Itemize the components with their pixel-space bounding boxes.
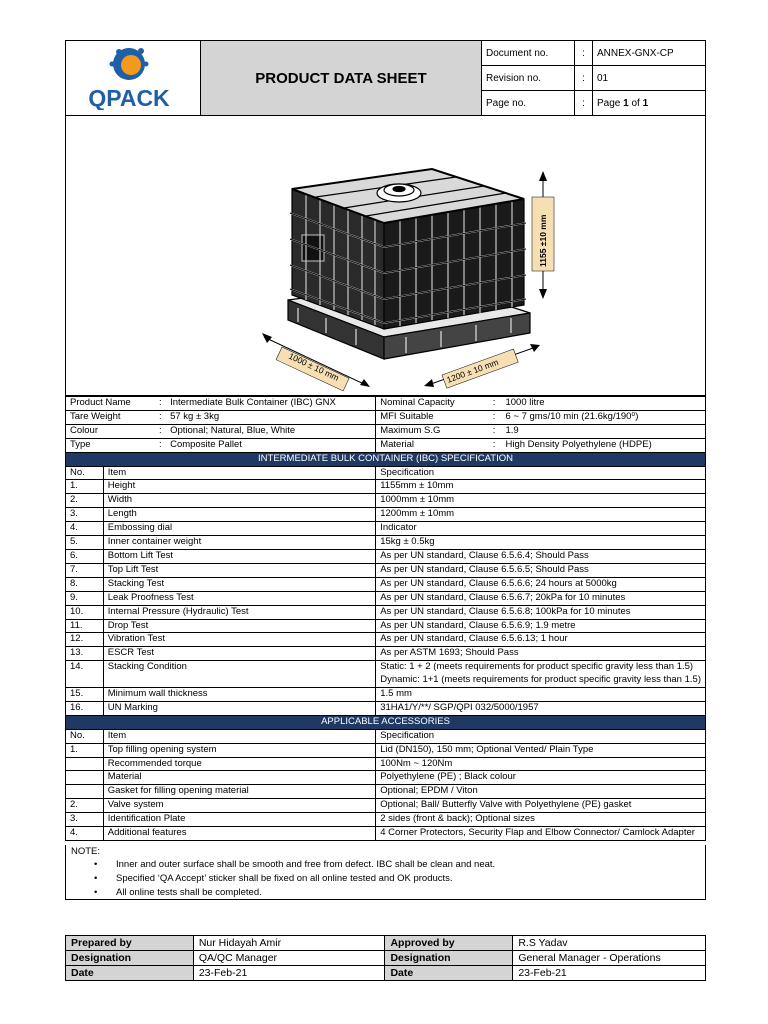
colon: : xyxy=(487,410,502,424)
row-item: Internal Pressure (Hydraulic) Test xyxy=(103,605,375,619)
table-row xyxy=(66,785,706,799)
table-row xyxy=(66,813,706,827)
row-number: 4. xyxy=(66,522,104,536)
summary-value: Optional; Natural, Blue, White xyxy=(166,424,376,438)
row-spec: As per UN standard, Clause 6.5.6.8; 100kPa for 10 minutes xyxy=(376,605,706,619)
product-image-frame xyxy=(65,115,706,396)
row-item: Top Lift Test xyxy=(103,563,375,577)
table-row xyxy=(66,771,706,785)
note-item: • Inner and outer surface shall be smooth and free from defect. IBC shall be clean and neat. xyxy=(94,859,496,870)
row-number: 2. xyxy=(66,799,104,813)
row-spec: As per UN standard, Clause 6.5.6.4; Should Pass xyxy=(376,549,706,563)
summary-label: Product Name xyxy=(66,397,155,411)
colon: : xyxy=(575,41,593,66)
approved-designation: General Manager - Operations xyxy=(513,951,706,966)
table-row xyxy=(66,549,706,563)
row-spec: Indicator xyxy=(376,522,706,536)
colon: : xyxy=(155,438,166,452)
ibc-spec-band-title: INTERMEDIATE BULK CONTAINER (IBC) SPECIFICATION xyxy=(66,452,706,466)
row-number xyxy=(66,771,104,785)
row-spec: 1200mm ± 10mm xyxy=(376,508,706,522)
approved-by-label: Approved by xyxy=(385,936,513,951)
prepared-by-value: Nur Hidayah Amir xyxy=(193,936,385,951)
row-number: 10. xyxy=(66,605,104,619)
summary-value: 1.9 xyxy=(501,424,705,438)
column-header-row xyxy=(66,729,706,743)
row-item: Leak Proofness Test xyxy=(103,591,375,605)
row-item: Embossing dial xyxy=(103,522,375,536)
row-item: Top filling opening system xyxy=(103,743,375,757)
row-spec xyxy=(376,661,706,688)
row-number: 2. xyxy=(66,494,104,508)
row-item: Material xyxy=(103,771,375,785)
table-row xyxy=(66,536,706,550)
colon: : xyxy=(575,66,593,91)
col-spec-header: Specification xyxy=(376,466,706,480)
row-number: 9. xyxy=(66,591,104,605)
spec-line: Dynamic: 1+1 (meets requirements for product specific gravity less than 1.5) xyxy=(380,674,701,686)
table-row xyxy=(66,605,706,619)
row-number: 4. xyxy=(66,827,104,841)
row-item: Identification Plate xyxy=(103,813,375,827)
date-label: Date xyxy=(66,966,194,981)
row-spec: As per UN standard, Clause 6.5.6.5; Should Pass xyxy=(376,563,706,577)
summary-value: Intermediate Bulk Container (IBC) GNX xyxy=(166,397,376,411)
row-item: Gasket for filling opening material xyxy=(103,785,375,799)
row-spec: 1000mm ± 10mm xyxy=(376,494,706,508)
summary-label: MFI Suitable xyxy=(376,410,487,424)
row-item: Width xyxy=(103,494,375,508)
date-label: Date xyxy=(385,966,513,981)
table-row xyxy=(66,619,706,633)
summary-row xyxy=(66,410,706,424)
table-row xyxy=(66,647,706,661)
summary-row xyxy=(66,424,706,438)
row-number xyxy=(66,757,104,771)
row-item: Recommended torque xyxy=(103,757,375,771)
colon: : xyxy=(487,424,502,438)
colon: : xyxy=(155,397,166,411)
page-prefix: Page xyxy=(597,97,624,109)
summary-label: Material xyxy=(376,438,487,452)
height-dimension-label: 1155 ±10 mm xyxy=(538,214,548,267)
row-item: Length xyxy=(103,508,375,522)
document-number-value: ANNEX-GNX-CP xyxy=(593,41,706,66)
row-number: 15. xyxy=(66,688,104,702)
page-title: PRODUCT DATA SHEET xyxy=(201,41,482,116)
prepared-by-label: Prepared by xyxy=(66,936,194,951)
table-row xyxy=(66,799,706,813)
table-row xyxy=(66,577,706,591)
row-spec: 4 Corner Protectors, Security Flap and Elbow Connector/ Camlock Adapter xyxy=(376,827,706,841)
row-spec: 100Nm ~ 120Nm xyxy=(376,757,706,771)
row-spec: 2 sides (front & back); Optional sizes xyxy=(376,813,706,827)
colon: : xyxy=(487,397,502,411)
table-row xyxy=(66,701,706,715)
qpack-logo xyxy=(70,44,188,110)
summary-label: Colour xyxy=(66,424,155,438)
summary-value: 1000 litre xyxy=(501,397,705,411)
height-dimension xyxy=(532,171,554,299)
row-item: UN Marking xyxy=(103,701,375,715)
row-spec: As per UN standard, Clause 6.5.6.9; 1.9 metre xyxy=(376,619,706,633)
table-row xyxy=(66,508,706,522)
table-row xyxy=(66,827,706,841)
signature-table xyxy=(65,935,706,981)
table-row xyxy=(66,688,706,702)
length-dimension-label: 1200 ± 10 mm xyxy=(445,356,500,385)
row-number: 11. xyxy=(66,619,104,633)
summary-value: Composite Pallet xyxy=(166,438,376,452)
logo-text: QPACK xyxy=(88,84,170,110)
row-number: 8. xyxy=(66,577,104,591)
row-item: Minimum wall thickness xyxy=(103,688,375,702)
prepared-date: 23-Feb-21 xyxy=(193,966,385,981)
row-item: Stacking Test xyxy=(103,577,375,591)
row-spec: As per UN standard, Clause 6.5.6.7; 20kPa for 10 minutes xyxy=(376,591,706,605)
row-item: Bottom Lift Test xyxy=(103,549,375,563)
row-number xyxy=(66,785,104,799)
table-row xyxy=(66,494,706,508)
summary-label: Maximum S.G xyxy=(376,424,487,438)
summary-value: High Density Polyethylene (HDPE) xyxy=(501,438,705,452)
prepared-designation: QA/QC Manager xyxy=(193,951,385,966)
row-number: 14. xyxy=(66,661,104,688)
row-item: Height xyxy=(103,480,375,494)
col-spec-header: Specification xyxy=(376,729,706,743)
summary-label: Type xyxy=(66,438,155,452)
table-row xyxy=(66,743,706,757)
row-spec: 1155mm ± 10mm xyxy=(376,480,706,494)
page-of: of xyxy=(628,97,643,109)
designation-label: Designation xyxy=(385,951,513,966)
table-row xyxy=(66,661,706,688)
row-item: ESCR Test xyxy=(103,647,375,661)
ibc-tank-drawing xyxy=(66,115,705,395)
row-spec: 1.5 mm xyxy=(376,688,706,702)
col-no-header: No. xyxy=(66,729,104,743)
summary-label: Tare Weight xyxy=(66,410,155,424)
col-item-header: Item xyxy=(103,466,375,480)
row-number: 1. xyxy=(66,480,104,494)
row-item: Additional features xyxy=(103,827,375,841)
row-item: Inner container weight xyxy=(103,536,375,550)
approved-date: 23-Feb-21 xyxy=(513,966,706,981)
table-row xyxy=(66,591,706,605)
document-header xyxy=(65,40,706,116)
page-current: 1 xyxy=(623,97,629,109)
specification-table xyxy=(65,396,706,841)
note-item: • Specified ‘QA Accept’ sticker shall be fixed on all online tested and OK products. xyxy=(94,873,453,884)
row-spec: 15kg ± 0.5kg xyxy=(376,536,706,550)
row-spec: As per UN standard, Clause 6.5.6.6; 24 hours at 5000kg xyxy=(376,577,706,591)
row-item: Drop Test xyxy=(103,619,375,633)
row-number: 6. xyxy=(66,549,104,563)
row-number: 12. xyxy=(66,633,104,647)
column-header-row xyxy=(66,466,706,480)
row-spec: Optional; Ball/ Butterfly Valve with Polyethylene (PE) gasket xyxy=(376,799,706,813)
summary-label: Nominal Capacity xyxy=(376,397,487,411)
row-number: 16. xyxy=(66,701,104,715)
row-number: 1. xyxy=(66,743,104,757)
revision-label: Revision no. xyxy=(482,66,575,91)
row-item: Valve system xyxy=(103,799,375,813)
table-row xyxy=(66,522,706,536)
approved-by-value: R.S Yadav xyxy=(513,936,706,951)
summary-row xyxy=(66,438,706,452)
spec-line: Static: 1 + 2 (meets requirements for product specific gravity less than 1.5) xyxy=(380,661,694,673)
row-spec: 31HA1/Y/**/ SGP/QPI 032/5000/1957 xyxy=(376,701,706,715)
document-number-label: Document no. xyxy=(482,41,575,66)
row-spec: As per UN standard, Clause 6.5.6.13; 1 hour xyxy=(376,633,706,647)
summary-row xyxy=(66,397,706,411)
col-no-header: No. xyxy=(66,466,104,480)
summary-value: 57 kg ± 3kg xyxy=(166,410,376,424)
table-row xyxy=(66,563,706,577)
table-row xyxy=(66,480,706,494)
table-row xyxy=(66,633,706,647)
note-item: • All online tests shall be completed. xyxy=(94,887,262,898)
summary-value: 6 ~ 7 gms/10 min (21.6kg/190⁰) xyxy=(501,410,705,424)
row-item: Stacking Condition xyxy=(103,661,375,688)
accessories-band xyxy=(66,715,706,729)
col-item-header: Item xyxy=(103,729,375,743)
revision-value: 01 xyxy=(593,66,706,91)
row-item: Vibration Test xyxy=(103,633,375,647)
row-number: 3. xyxy=(66,813,104,827)
notes-title: NOTE: xyxy=(71,846,101,857)
logo-cell xyxy=(66,41,201,116)
ibc-spec-band xyxy=(66,452,706,466)
table-row xyxy=(66,757,706,771)
row-spec: Optional; EPDM / Viton xyxy=(376,785,706,799)
width-dimension-label: 1000 ± 10 mm xyxy=(287,350,341,383)
accessories-band-title: APPLICABLE ACCESSORIES xyxy=(66,715,706,729)
row-number: 5. xyxy=(66,536,104,550)
row-number: 7. xyxy=(66,563,104,577)
designation-label: Designation xyxy=(66,951,194,966)
page-label: Page no. xyxy=(482,91,575,116)
colon: : xyxy=(575,91,593,116)
colon: : xyxy=(487,438,502,452)
row-spec: Lid (DN150), 150 mm; Optional Vented/ Plain Type xyxy=(376,743,706,757)
page-value xyxy=(593,91,706,116)
length-dimension xyxy=(424,344,540,388)
row-number: 13. xyxy=(66,647,104,661)
colon: : xyxy=(155,410,166,424)
row-number: 3. xyxy=(66,508,104,522)
row-spec: Polyethylene (PE) ; Black colour xyxy=(376,771,706,785)
page-total: 1 xyxy=(642,97,649,109)
notes-section xyxy=(65,845,706,900)
colon: : xyxy=(155,424,166,438)
row-spec: As per ASTM 1693; Should Pass xyxy=(376,647,706,661)
